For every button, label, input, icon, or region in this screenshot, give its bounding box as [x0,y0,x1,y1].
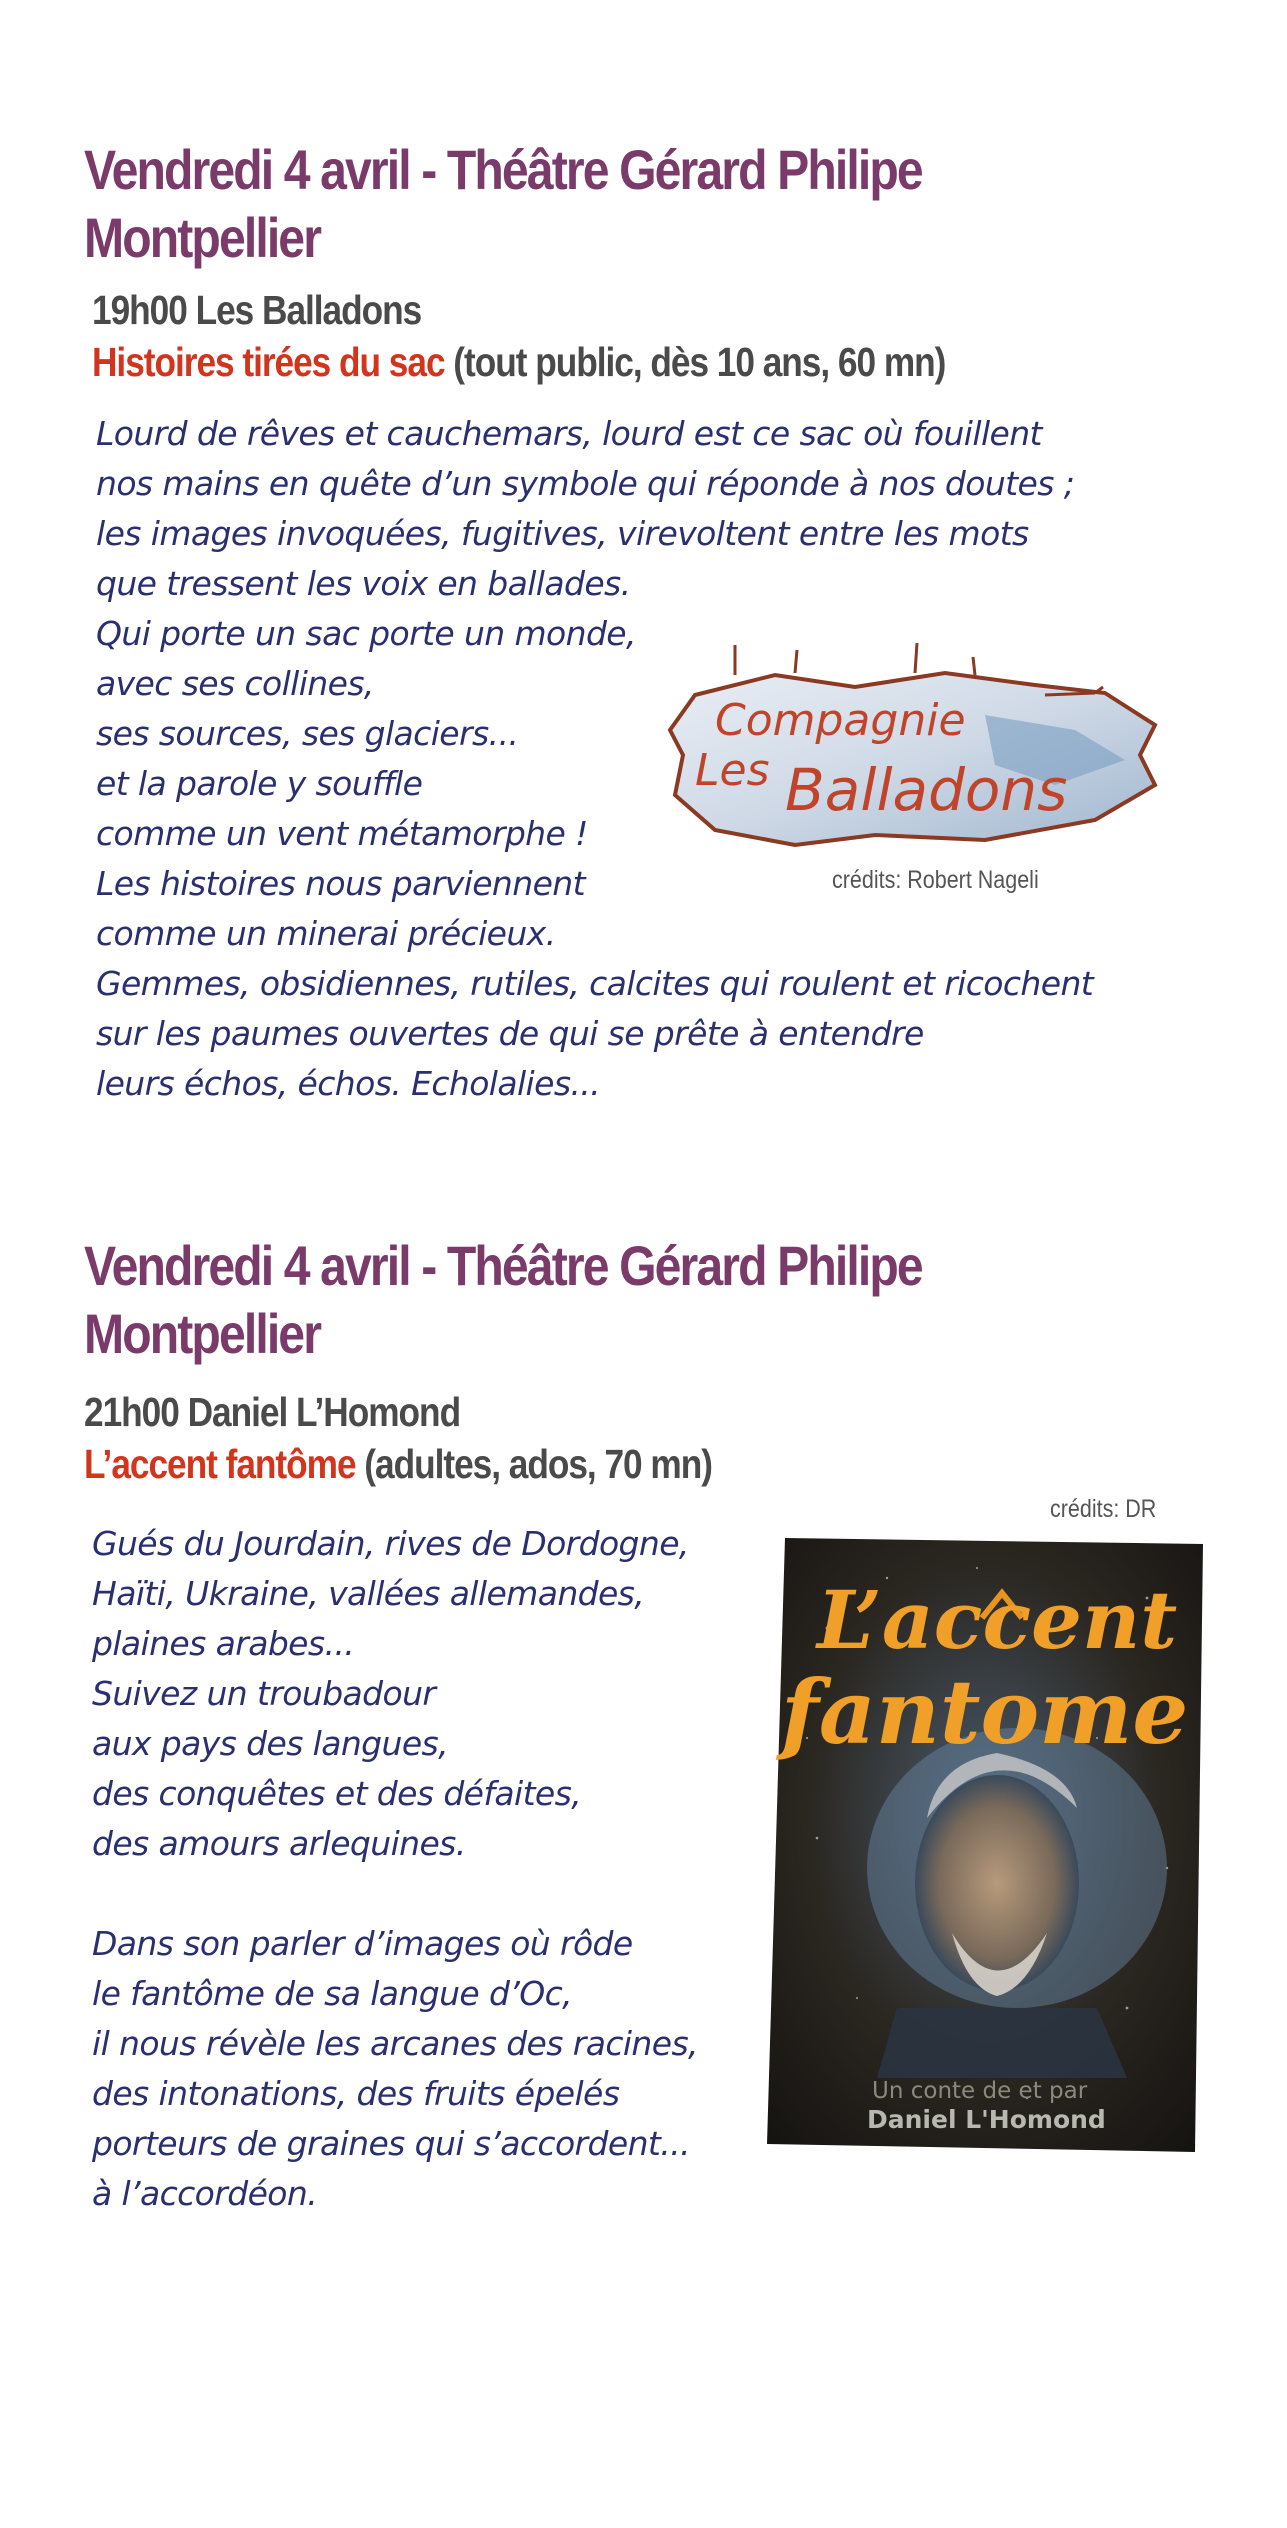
description-line: plaines arabes... [92,1624,355,1663]
description-line: Gemmes, obsidiennes, rutiles, calcites qui roulent et ricochent [96,964,1094,1003]
description-line: ses sources, ses glaciers... [96,714,519,753]
event-time-artist: 21h00 Daniel L’Homond [84,1389,461,1435]
description-line: porteurs de graines qui s’accordent... [92,2124,690,2163]
show-audience: (tout public, dès 10 ans, 60 mn) [444,339,946,385]
event-title: Vendredi 4 avril - Théâtre Gérard Philipe Montpellier [84,138,922,269]
description-line: Haïti, Ukraine, vallées allemandes, [92,1574,645,1613]
event-title: Vendredi 4 avril - Théâtre Gérard Philipe Montpellier [84,1234,922,1365]
logo-text-les: Les [695,745,770,796]
show-title: Histoires tirées du sac [92,339,445,385]
description-line: Qui porte un sac porte un monde, [96,614,636,653]
event-show-line [92,336,945,388]
description-line: le fantôme de sa langue d’Oc, [92,1974,573,2013]
description-line: comme un minerai précieux. [96,914,556,953]
event-description [92,1519,698,2219]
description-line: sur les paumes ouvertes de qui se prête à entendre [96,1014,924,1053]
show-audience: (adultes, ados, 70 mn) [355,1441,712,1487]
description-line: avec ses collines, [96,664,374,703]
description-line: des conquêtes et des défaites, [92,1774,582,1813]
description-line: à l’accordéon. [92,2174,318,2213]
balladons-logo [655,635,1175,870]
poster-title-line1: L’accent [817,1573,1178,1667]
event-time-artist: 19h00 Les Balladons [92,287,422,333]
description-line: il nous révèle les arcanes des racines, [92,2024,698,2063]
description-line: leurs échos, échos. Echolalies... [96,1064,601,1103]
poster-caption-line2: Daniel L'Homond [867,2105,1106,2134]
poster-title-line2: fantome [781,1660,1189,1764]
description-line: les images invoquées, fugitives, virevoltent entre les mots [96,514,1029,553]
description-line: comme un vent métamorphe ! [96,814,588,853]
description-line: Lourd de rêves et cauchemars, lourd est ce sac où fouillent [96,414,1042,453]
description-line [92,1869,698,1919]
laccent-fantome-poster [767,1538,1203,2152]
description-line: Gués du Jourdain, rives de Dordogne, [92,1524,689,1563]
description-line: que tressent les voix en ballades. [96,564,631,603]
description-line: Les histoires nous parviennent [96,864,585,903]
description-line: et la parole y souffle [96,764,423,803]
show-title: L’accent fantôme [84,1441,356,1487]
event-show-line [84,1438,712,1490]
logo-credit: crédits: Robert Nageli [832,866,1039,894]
description-line: des amours arlequines. [92,1824,466,1863]
description-line: des intonations, des fruits épelés [92,2074,620,2113]
description-line: nos mains en quête d’un symbole qui réponde à nos doutes ; [96,464,1075,503]
logo-text-compagnie: Compagnie [715,695,966,746]
description-line: Dans son parler d’images où rôde [92,1924,633,1963]
poster-credit: crédits: DR [1050,1495,1157,1523]
description-line: Suivez un troubadour [92,1674,436,1713]
poster-caption-line1: Un conte de et par [872,2078,1088,2104]
description-line: aux pays des langues, [92,1724,449,1763]
logo-text-balladons: Balladons [785,756,1068,824]
